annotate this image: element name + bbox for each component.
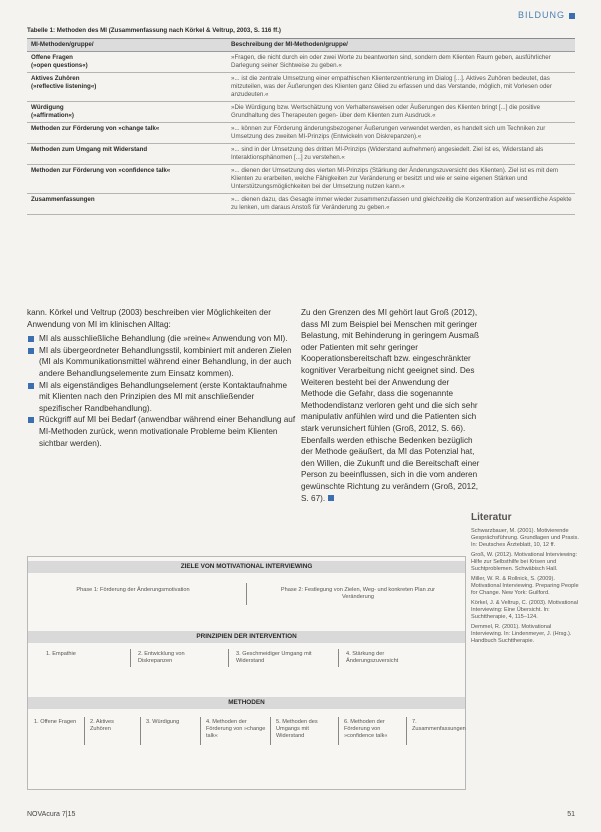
list-item: MI als übergeordneter Behandlungsstil, kombiniert mit anderen Zielen (MI als Kommunikationsmittel während einer Behandlung, in der auch andere Behandlungselemente zum Einsatz kommen). <box>27 345 296 380</box>
page-number: 51 <box>567 811 575 818</box>
method-name: Würdigung (»affirmation«) <box>31 104 74 119</box>
method-name: Zusammenfassungen <box>31 196 95 203</box>
divider <box>270 717 271 745</box>
divider <box>130 649 131 667</box>
method-item: 5. Methoden des Umgangs mit Widerstand <box>276 719 318 739</box>
brand-square-icon <box>569 13 575 19</box>
section-brand: BILDUNG <box>518 10 575 20</box>
left-column <box>27 307 296 449</box>
goals-bar: ZIELE VON MOTIVATIONAL INTERVIEWING <box>28 561 465 573</box>
table-row <box>27 123 575 144</box>
method-item: 6. Methoden der Förderung von »confidence talk« <box>344 719 388 739</box>
bullet-list <box>27 333 296 449</box>
method-description: »... ist die zentrale Umsetzung einer empathischen Klientenzentrierung im Dialog [...]. Aktives Zuhören bedeutet, das mitzuteilen, was der Äußerungen des Klienten ganz Glied zu erfassen und das Verstande, möglich, mit Vorlesen oder anzudeuten.« <box>231 75 552 98</box>
literature-entry: Schwarzbauer, M. (2001). Motivierende Gesprächsführung. Grundlagen und Praxis. In: Deutsches Ärzteblatt, 10, 12 ff. <box>471 528 579 548</box>
literature-list <box>471 528 581 648</box>
right-column <box>301 307 481 504</box>
table-row <box>27 52 575 73</box>
method-description: »... sind in der Umsetzung des dritten MI-Prinzips (Widerstand aufnehmen) angesiedelt. Ziel ist es, Widerstand als Interaktionsphänomen [...] zu verstehen.« <box>231 146 544 161</box>
table-header-cell: MI-Methoden/gruppe/ <box>31 41 94 48</box>
divider <box>338 649 339 667</box>
literature-title: Literatur <box>471 512 512 523</box>
method-item: 3. Würdigung <box>146 719 180 725</box>
table-header-cell: Beschreibung der MI-Methoden/gruppe/ <box>231 41 348 48</box>
method-name: Offene Fragen (»open questions«) <box>31 54 88 69</box>
table-row <box>27 144 575 165</box>
method-item: 4. Methoden der Förderung von »change talk« <box>206 719 266 739</box>
method-description: »... dienen der Umsetzung des vierten MI-Prinzips (Stärkung der Änderungszuversicht des Klienten). Ziel ist es mit dem Klienten zu erarbeiten, welche Fähigkeiten zur Veränderung er besitzt und wie er seine eigenen Stärken und Unterstützungsmöglichkeiten bei der Umsetzung nutzen kann.« <box>231 167 559 190</box>
table-row <box>27 194 575 215</box>
divider <box>246 583 247 605</box>
divider <box>140 717 141 745</box>
divider <box>228 649 229 667</box>
footer-journal: NOVAcura 7|15 <box>27 811 76 818</box>
method-item: 2. Aktives Zuhören <box>90 719 114 732</box>
method-item: 1. Offene Fragen <box>34 719 77 725</box>
list-item: Rückgriff auf MI bei Bedarf (anwendbar während einer Behandlung auf MI-Methoden zurück, wenn motivationale Probleme beim Klienten sichtbar werden). <box>27 414 296 449</box>
principle-item: 1. Empathie <box>46 651 76 657</box>
method-name: Methoden zur Förderung von »confidence talk« <box>31 167 171 174</box>
mi-diagram <box>27 556 466 790</box>
divider <box>338 717 339 745</box>
table-row <box>27 73 575 102</box>
table-row <box>27 102 575 123</box>
literature-entry: Miller, W. R. & Rollnick, S. (2009). Motivational Interviewing. Preparing People for Change. New York: Guilford. <box>471 576 579 596</box>
list-item: MI als eigenständiges Behandlungselement (erste Kontaktaufnahme mit Klienten nach den Prinzipien des MI mit anschließender spezifischer Randbehandlung). <box>27 380 296 415</box>
end-mark-icon <box>328 495 334 501</box>
divider <box>200 717 201 745</box>
literature-entry: Körkel, J. & Veltrup, C. (2003). Motivational Interviewing: Eine Übersicht. In: Suchttherapie, 4, 115–124. <box>471 600 578 620</box>
methods-table <box>27 38 575 215</box>
method-name: Aktives Zuhören (»reflective listening«) <box>31 75 97 90</box>
method-description: »... dienen dazu, das Gesagte immer wieder zusammenzufassen und gleichzeitig die Konzentration auf wesentliche Aspekte zu lenken, um daraus Anstoß für Veränderung zu geben.« <box>231 196 572 211</box>
table-header <box>27 39 575 52</box>
method-name: Methoden zur Förderung von »change talk« <box>31 125 160 132</box>
phase-2: Phase 2: Festlegung von Zielen, Weg- und konkreten Plan zur Veränderung <box>280 587 436 600</box>
list-item: MI als ausschließliche Behandlung (die »reine« Anwendung von MI). <box>27 333 296 345</box>
divider <box>406 717 407 745</box>
paragraph: Zu den Grenzen des MI gehört laut Groß (2012), dass MI zum Beispiel bei Menschen mit geringer Belastung, mit Behinderung in geringem Ausmaß oder Patienten mit sehr geringer Kooperationsbereitschaft bzw. eingeschränkter kognitiver Verarbeitung nicht geeignet sind. Des Weiteren besteht bei der Anwendung der Methode die Gefahr, dass die sogenannte Methodendistanz verloren geht und die sich sehr manipulativ anfühlen wird und die Patienten sich stark verunsichert fühlen (Groß, 2012, S. 66). Ebenfalls werden ethische Bedenken bezüglich der Methode geäußert, da MI das Potenzial hat, den Willen, die Zukunft und die Bereitschaft einer Person zu beeinflussen, sich in die vom anderen gewünschte Richtung zu verändern (Groß, 2012, S. 67). <box>301 308 480 503</box>
table-row <box>27 165 575 194</box>
divider <box>84 717 85 745</box>
literature-entry: Groß, W. (2012). Motivational Interviewing: Hilfe zur Selbsthilfe bei Krisen und Suchtproblemen. Schwäbisch Hall. <box>471 552 578 572</box>
method-description: »Die Würdigung bzw. Wertschätzung von Verhaltensweisen oder Äußerungen des Klienten bringt [...] die positive Grundhaltung des Therapeuten gegen- über dem Klienten zum Ausdruck.« <box>231 104 541 119</box>
intro-paragraph: kann. Körkel und Veltrup (2003) beschreiben vier Möglichkeiten der Anwendung von MI im klinischen Alltag: <box>27 308 271 329</box>
methods-bar: METHODEN <box>28 697 465 709</box>
principle-item: 4. Stärkung der Änderungszuversicht <box>346 651 399 664</box>
principles-bar: PRINZIPIEN DER INTERVENTION <box>28 631 465 643</box>
principle-item: 3. Geschmeidiger Umgang mit Widerstand <box>236 651 312 664</box>
method-name: Methoden zum Umgang mit Widerstand <box>31 146 148 153</box>
principle-item: 2. Entwicklung von Diskrepanzen <box>138 651 185 664</box>
literature-entry: Demmel, R. (2001). Motivational Interviewing. In: Lindenmeyer, J. (Hrsg.). Handbuch Suchttherapie. <box>471 624 572 644</box>
phase-1: Phase 1: Förderung der Änderungsmotivation <box>76 587 190 593</box>
table-caption: Tabelle 1: Methoden des MI (Zusammenfassung nach Körkel & Veltrup, 2003, S. 116 ff.) <box>27 27 281 34</box>
method-item: 7. Zusammenfassungen <box>412 719 466 732</box>
method-description: »Fragen, die nicht durch ein oder zwei Worte zu beantworten sind, sondern dem Klienten Raum geben, ausführlicher Darlegung seiner Sichtweise zu geben.« <box>231 54 551 69</box>
method-description: »... können zur Förderung änderungsbezogener Äußerungen verwendet werden, es handelt sich um Techniken zur Umsetzung des zweiten MI-Prinzips (Entwickeln von Diskrepanzen).« <box>231 125 546 140</box>
